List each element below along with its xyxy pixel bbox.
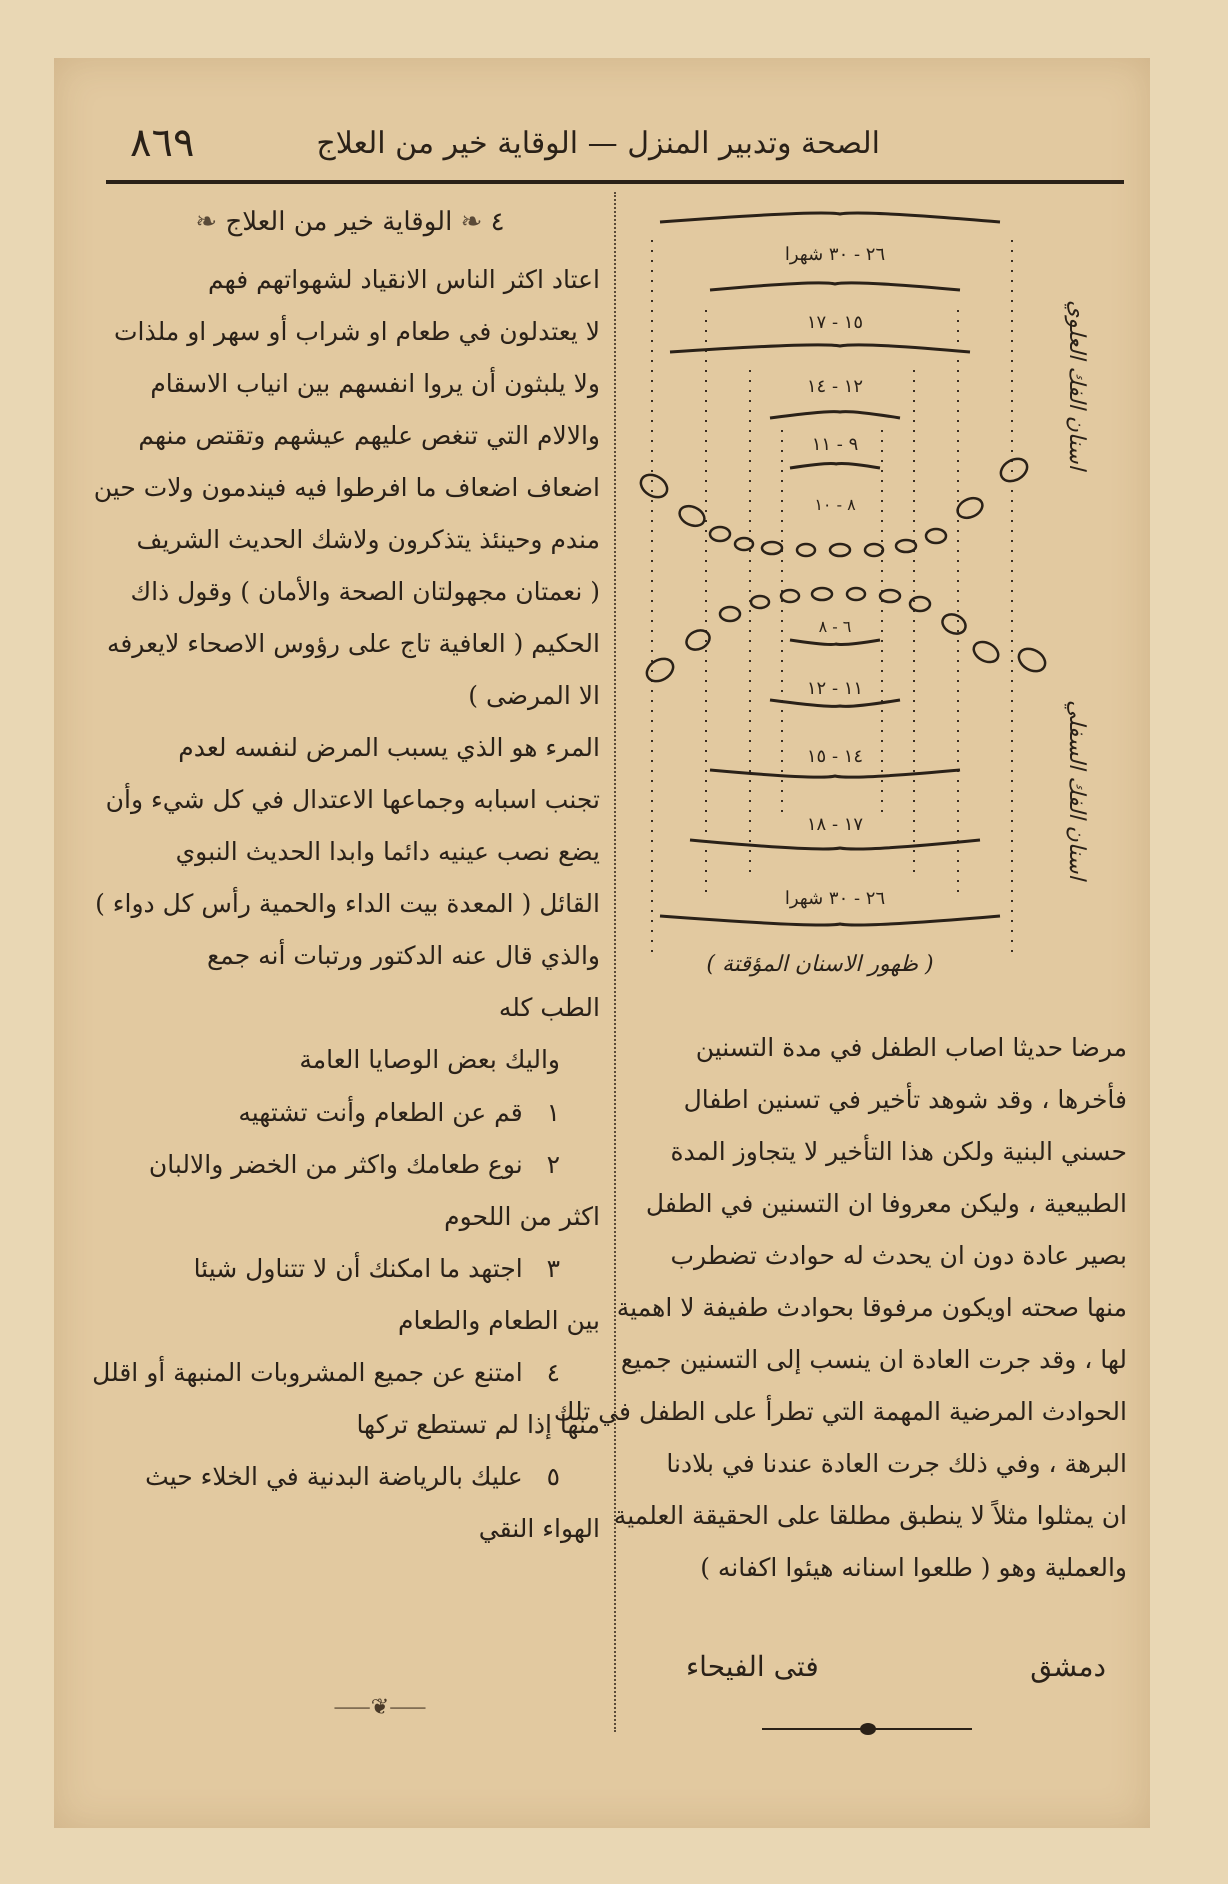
text-line: اعتاد اكثر الناس الانقياد لشهواتهم فهم: [208, 265, 600, 294]
advice-item-1: [100, 1087, 600, 1139]
text-line: بصير عادة دون ان يحدث له حوادث تضطرب: [670, 1241, 1127, 1270]
range-label: ٨ - ١٠: [814, 495, 856, 514]
item-text: نوع طعامك واكثر من الخضر والالبان: [148, 1149, 523, 1179]
section-title: [100, 196, 600, 248]
advice-item-3: [100, 1243, 600, 1347]
text-line: الحوادث المرضية المهمة التي تطرأ على الطفل في تلك: [553, 1397, 1127, 1426]
text-line: لها ، وقد جرت العادة ان ينسب إلى التسنين جميع: [620, 1345, 1127, 1374]
running-title: الصحة وتدبير المنزل — الوقاية خير من العلاج: [316, 126, 880, 161]
text-line: اضعاف اضعاف ما افرطوا فيه فيندمون ولات حين: [93, 473, 600, 502]
range-label: ٦ - ٨: [818, 617, 852, 636]
lower-jaw-label: اسنان الفك السفلي: [1064, 700, 1089, 880]
text-line: تجنب اسبابه وجماعها الاعتدال في كل شيء وأن: [105, 785, 600, 814]
text-line: حسني البنية ولكن هذا التأخير لا يتجاوز المدة: [670, 1137, 1127, 1166]
text-line: المرء هو الذي يسبب المرض لنفسه لعدم: [178, 733, 600, 762]
item-number: ٢: [546, 1149, 560, 1179]
signature-author: فتى الفيحاء: [686, 1650, 819, 1683]
paragraph-1: [93, 254, 600, 722]
item-text: عليك بالرياضة البدنية في الخلاء حيث: [145, 1461, 523, 1491]
text-line: منها صحته اويكون مرفوقا بحوادث طفيفة لا اهمية: [616, 1293, 1127, 1322]
end-rule-ornament: [860, 1723, 876, 1735]
range-label: ٩ - ١١: [811, 434, 859, 455]
section-title-text: الوقاية خير من العلاج: [225, 207, 453, 237]
item-text: اجتهد ما امكنك أن لا تتناول شيئا: [193, 1253, 523, 1283]
ornament-icon: ❧: [460, 207, 483, 237]
range-label: ١٥ - ١٧: [806, 312, 864, 333]
range-label: ١٤ - ١٥: [806, 746, 864, 767]
page-header: [100, 120, 1120, 182]
text-line: فأخرها ، وقد شوهد تأخير في تسنين اطفال: [683, 1085, 1127, 1114]
range-label: ٢٦ - ٣٠ شهرا: [784, 244, 886, 265]
item-number: ٣: [546, 1253, 560, 1283]
text-line: ولا يلبثون أن يروا انفسهم بين انياب الاسقام: [150, 369, 600, 398]
text-line: والعملية وهو ( طلعوا اسنانه هيئوا اكفانه ): [700, 1553, 1127, 1582]
item-number: ٤: [546, 1357, 560, 1387]
range-label: ٢٦ - ٣٠ شهرا: [784, 888, 886, 909]
text-line: الا المرضى ): [468, 681, 600, 710]
item-text: منها إذا لم تستطع تركها: [356, 1409, 600, 1439]
section-number: ٤: [490, 207, 505, 237]
item-number: ٥: [546, 1461, 560, 1491]
text-line: لا يعتدلون في طعام او شراب أو سهر او ملذات: [113, 317, 600, 346]
text-line: الطب كله: [498, 993, 600, 1022]
advice-intro: واليك بعض الوصايا العامة: [299, 1045, 560, 1074]
signature: [646, 1650, 1126, 1700]
left-column: [92, 196, 600, 1555]
item-text: بين الطعام والطعام: [398, 1305, 600, 1335]
text-line: البرهة ، وفي ذلك جرت العادة عندنا في بلادنا: [666, 1449, 1127, 1478]
header-rule: [106, 180, 1124, 184]
lower-teeth: [643, 588, 1049, 686]
text-line: مرضا حديثا اصاب الطفل في مدة التسنين: [695, 1033, 1127, 1062]
text-line: ( نعمتان مجهولتان الصحة والأمان ) وقول ذاك: [130, 577, 600, 606]
text-line: ان يمثلوا مثلاً لا ينطبق مطلقا على الحقيقة العلمية: [613, 1501, 1127, 1530]
advice-item-4: [92, 1347, 600, 1451]
text-line: القائل ( المعدة بيت الداء والحمية رأس كل دواء ): [95, 889, 600, 918]
text-line: والالام التي تنغص عليهم عيشهم وتقتص منهم: [138, 421, 600, 450]
range-label: ١٧ - ١٨: [806, 814, 864, 835]
right-column-text: [553, 1022, 1127, 1594]
diagram-caption: ( ظهور الاسنان المؤقتة ): [706, 952, 934, 977]
range-label: ١١ - ١٢: [806, 678, 864, 699]
page-number: ٨٦٩: [130, 120, 195, 166]
text-line: الطبيعية ، وليكن معروفا ان التسنين في الطفل: [645, 1189, 1127, 1218]
range-label: ١٢ - ١٤: [806, 376, 864, 397]
upper-jaw-label: اسنان الفك العلوي: [1064, 300, 1089, 470]
ornament-icon: ❧: [195, 207, 218, 237]
text-line: مندم وحينئذ يتذكرون ولاشك الحديث الشريف: [136, 525, 600, 554]
paragraph-2: [95, 722, 600, 1034]
teeth-eruption-diagram: [640, 200, 1110, 980]
text-line: يضع نصب عينيه دائما وابدا الحديث النبوي: [175, 837, 600, 866]
signature-city: دمشق: [1030, 1650, 1106, 1683]
item-text: قم عن الطعام وأنت تشتهيه: [238, 1097, 523, 1127]
item-text: الهواء النقي: [478, 1513, 600, 1543]
advice-item-2: [100, 1139, 600, 1243]
text-line: والذي قال عنه الدكتور ورتبات أنه جمع: [206, 941, 600, 970]
text-line: الحكيم ( العافية تاج على رؤوس الاصحاء لايعرفه: [106, 629, 600, 658]
item-text: امتنع عن جميع المشروبات المنبهة أو اقلل: [92, 1357, 523, 1387]
item-text: اكثر من اللحوم: [444, 1201, 600, 1231]
end-ornament: ⸺❦⸺: [333, 1695, 427, 1720]
item-number: ١: [546, 1097, 560, 1127]
advice-item-5: [100, 1451, 600, 1555]
